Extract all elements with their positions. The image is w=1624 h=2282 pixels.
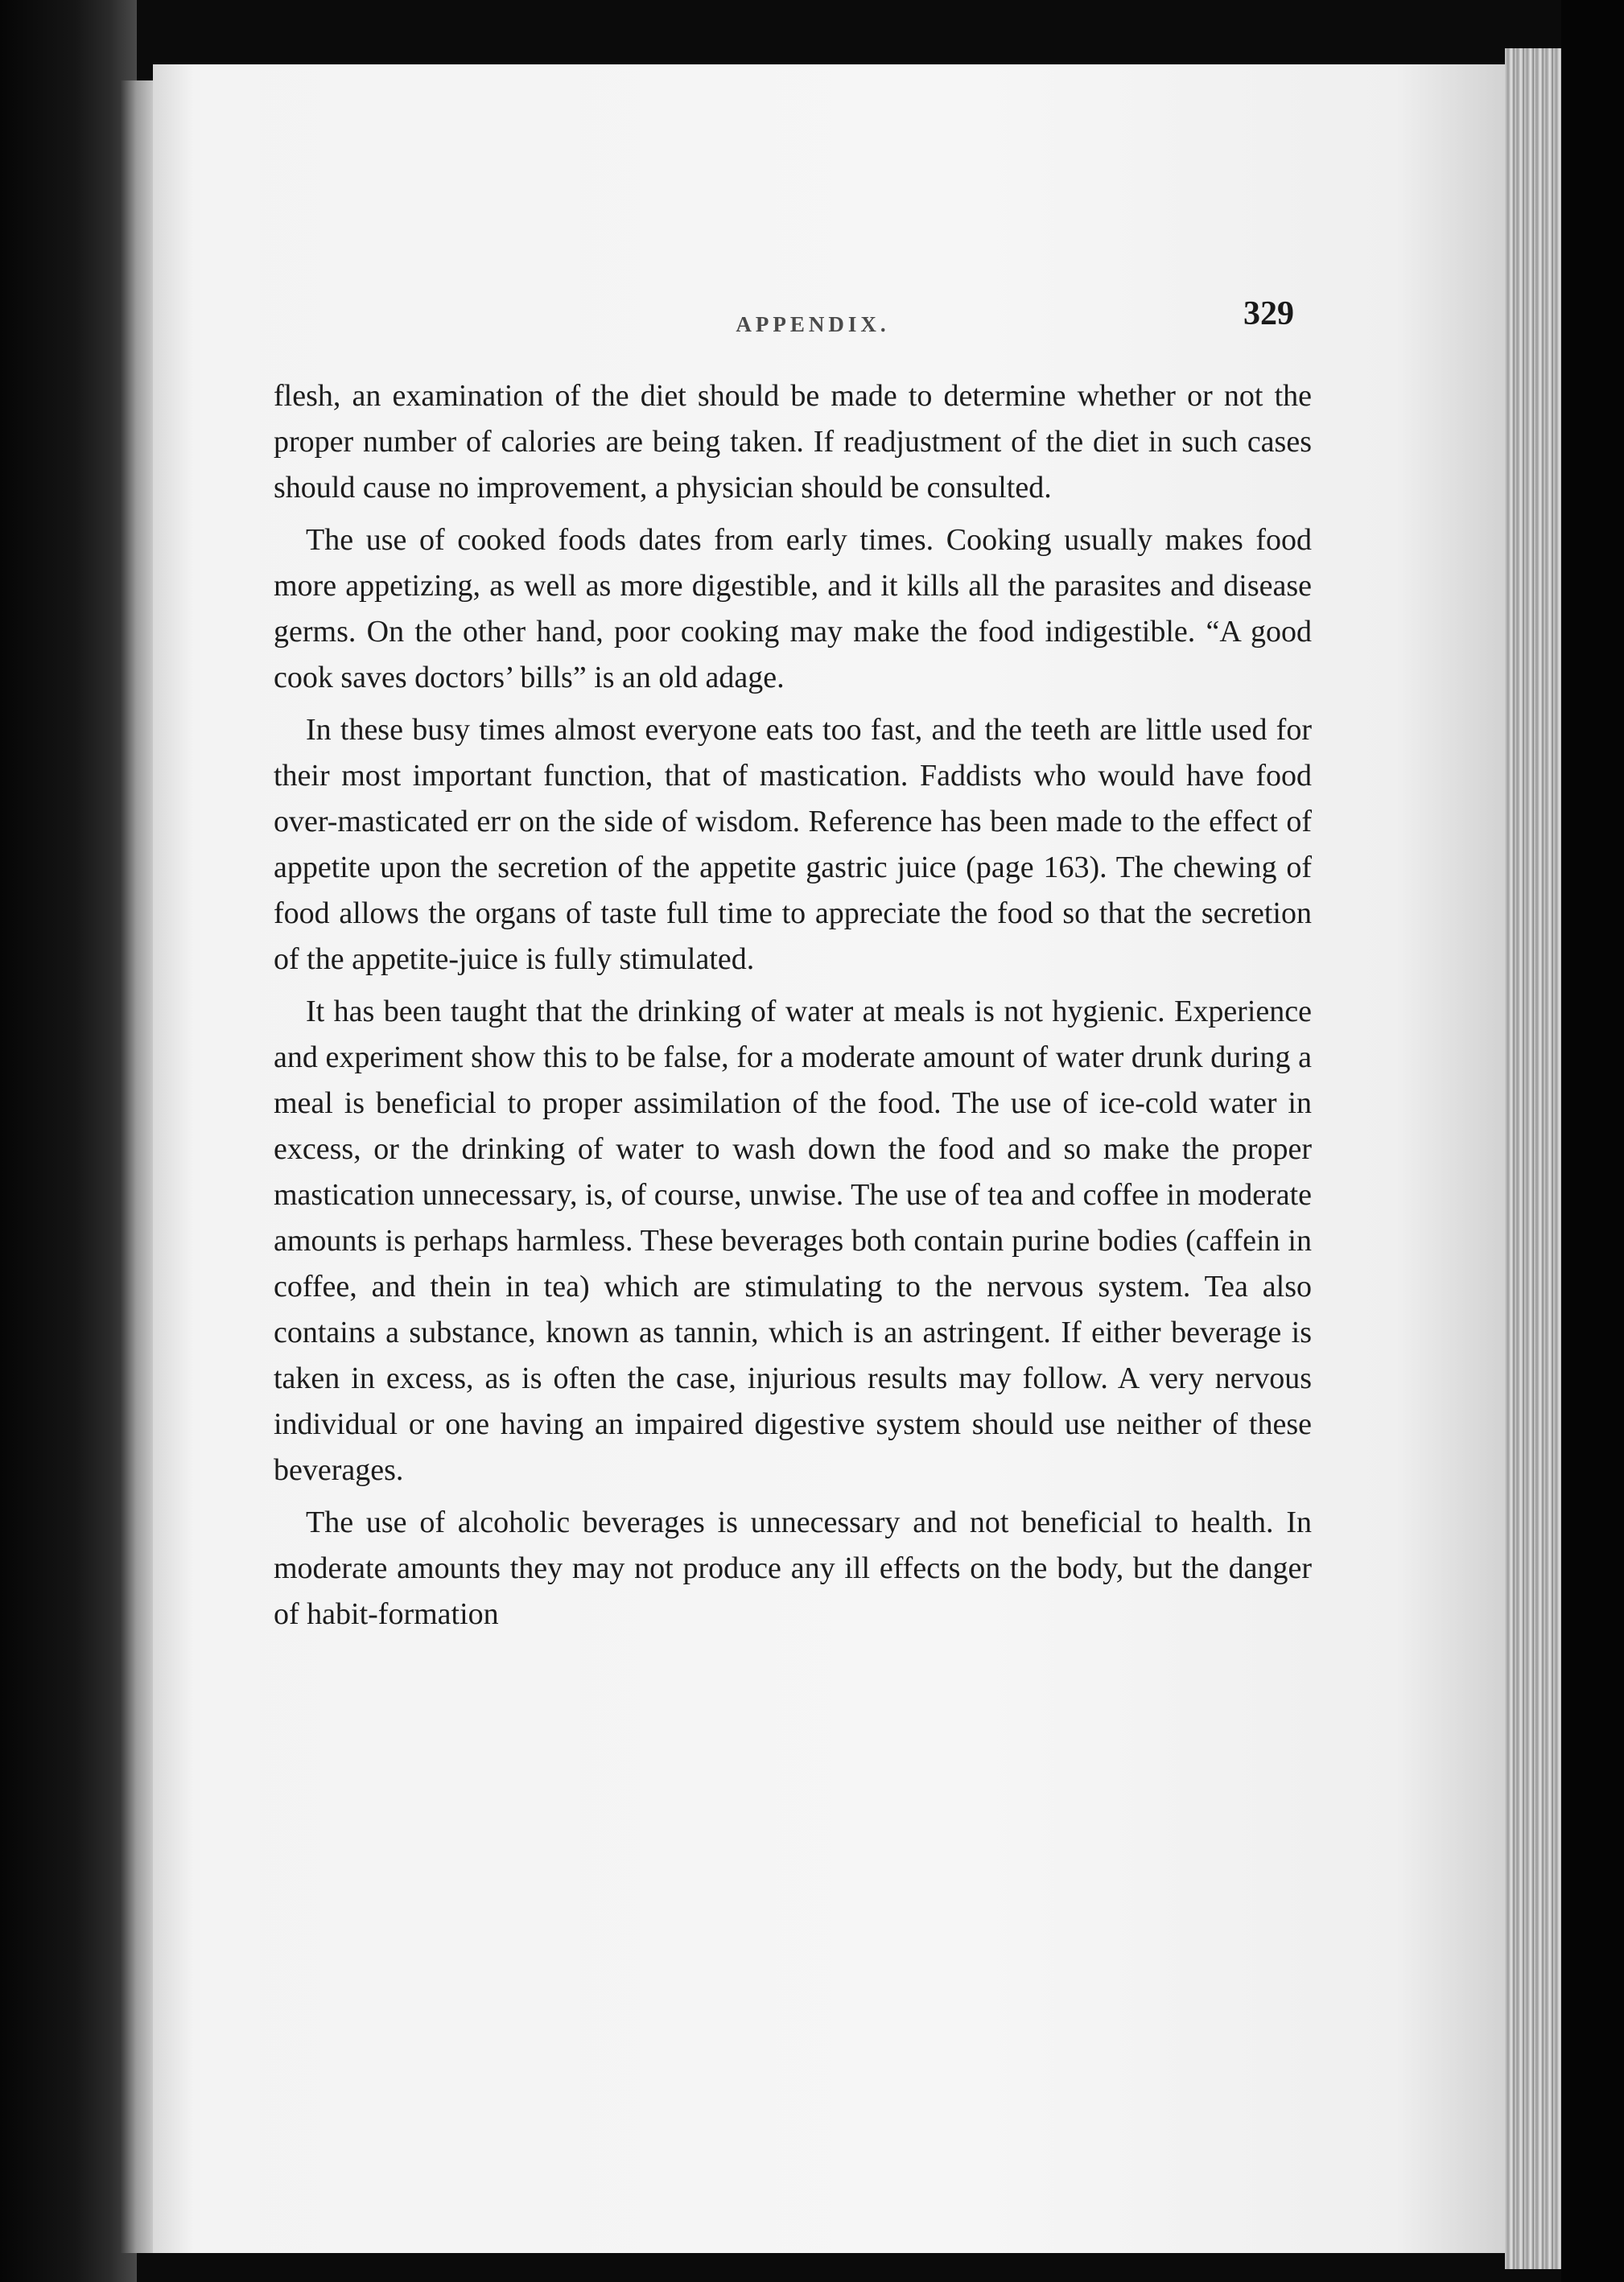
paragraph-mastication: In these busy times almost everyone eats too fast, and the teeth are little used for their most important function, that of mastication. Faddists who would have food over-masticated err on the side of wisdom. Reference has been made to the effect of appetite upon the secretion of the appetite gastric juice (page 163). The chewing of food allows the organs of taste full time to appreciate the food so that the secretion of the appetite-juice is fully stimulated.	[274, 713, 1312, 976]
page-number: 329	[1243, 295, 1294, 332]
paragraph-alcohol: The use of alcoholic beverages is unnecessary and not beneficial to health. In moderate amounts they may not produce any ill effects on the body, but the danger of habit-formation	[274, 1506, 1312, 1631]
right-background	[1561, 0, 1624, 2282]
running-head: APPENDIX.	[736, 312, 890, 336]
paragraph-cooking: The use of cooked foods dates from early times. Cooking usually makes food more appetizing, as well as more digestible, and it kills all the parasites and disease germs. On the other hand, poor cooking may make the food indigestible. “A good cook saves doctors’ bills” is an old adage.	[274, 523, 1312, 694]
page-edges	[1505, 48, 1561, 2269]
body-text	[274, 373, 1312, 1644]
left-background	[0, 0, 137, 2282]
paragraph-continued: flesh, an examination of the diet should be made to determine whether or not the proper number of calories are being taken. If readjustment of the diet in such cases should cause no improvement, a physician should be consulted.	[274, 379, 1312, 505]
paragraph-beverages: It has been taught that the drinking of water at meals is not hygienic. Experience and experiment show this to be false, for a moderate amount of water drunk during a meal is beneficial to proper assimilation of the food. The use of ice-cold water in excess, or the drinking of water to wash down the food and so make the proper mastication unnecessary, is, of course, unwise. The use of tea and coffee in moderate amounts is perhaps harmless. These beverages both contain purine bodies (caffein in coffee, and thein in tea) which are stimulating to the nervous system. Tea also contains a substance, known as tannin, which is an astringent. If either beverage is taken in excess, as is often the case, injurious results may follow. A very nervous individual or one having an impaired digestive system should use neither of these beverages.	[274, 995, 1312, 1487]
